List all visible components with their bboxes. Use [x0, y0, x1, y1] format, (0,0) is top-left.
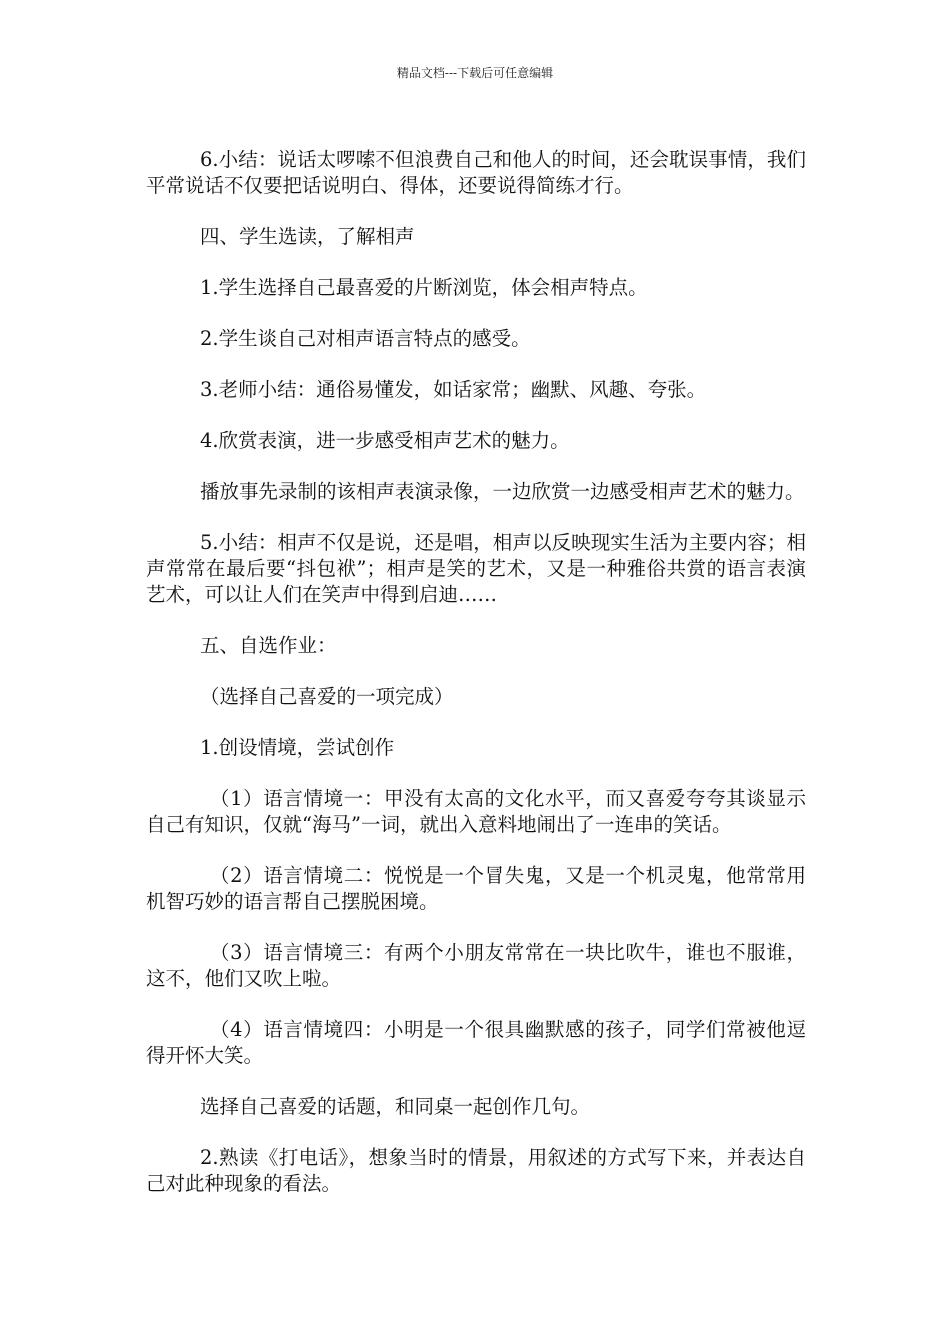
paragraph-choose-topic: 选择自己喜爱的话题，和同桌一起创作几句。 — [200, 1095, 591, 1118]
paragraph-summary-5: 5.小结：相声不仅是说，还是唱，相声以反映现实生活为主要内容；相声常常在最后要“抖包袱”；相声是笑的艺术，又是一种雅俗共赏的语言表演艺术，可以让人们在笑声中得到启迪…… — [146, 531, 806, 606]
paragraph-scenario-2: （2）语言情境二：悦悦是一个冒失鬼，又是一个机灵鬼，他常常用机智巧妙的语言帮自己摆脱困境。 — [146, 864, 806, 913]
paragraph-scenario-1: （1）语言情境一：甲没有太高的文化水平，而又喜爱夸夸其谈显示自己有知识，仅就“海马”一词，就出入意料地闹出了一连串的笑话。 — [146, 787, 806, 836]
paragraph-create-scenario: 1.创设情境，尝试创作 — [200, 736, 395, 759]
paragraph-playback: 播放事先录制的该相声表演录像，一边欣赏一边感受相声艺术的魅力。 — [200, 480, 805, 503]
paragraph-scenario-4: （4）语言情境四：小明是一个很具幽默感的孩子，同学们常被他逗得开怀大笑。 — [146, 1018, 806, 1067]
section-heading-4: 四、学生选读，了解相声 — [200, 225, 415, 248]
paragraph-summary-6: 6.小结：说话太啰嗦不但浪费自己和他人的时间，还会耽误事情，我们平常说话不仅要把话说明白、得体，还要说得简练才行。 — [146, 148, 806, 197]
paragraph-item-3: 3.老师小结：通俗易懂发，如话家常；幽默、风趣、夸张。 — [200, 378, 707, 401]
paragraph-phone-call: 2.熟读《打电话》，想象当时的情景，用叙述的方式写下来，并表达自己对此种现象的看法。 — [146, 1146, 806, 1195]
document-body — [146, 147, 806, 1222]
paragraph-item-1: 1.学生选择自己最喜爱的片断浏览，体会相声特点。 — [200, 276, 648, 299]
paragraph-item-2: 2.学生谈自己对相声语言特点的感受。 — [200, 327, 531, 350]
section-heading-5: 五、自选作业： — [200, 634, 337, 657]
paragraph-item-4: 4.欣赏表演，进一步感受相声艺术的魅力。 — [200, 429, 570, 452]
paragraph-choose-note: （选择自己喜爱的一项完成） — [200, 685, 454, 708]
page-header: 精品文档---下载后可任意编辑 — [396, 66, 554, 80]
paragraph-scenario-3: （3）语言情境三：有两个小朋友常常在一块比吹牛，谁也不服谁，这不，他们又吹上啦。 — [146, 941, 806, 990]
